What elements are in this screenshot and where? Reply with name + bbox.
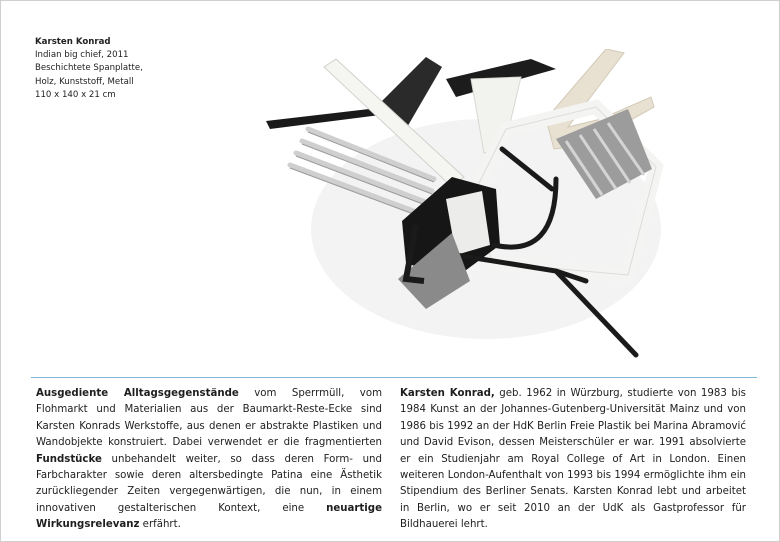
highlight-1: Ausgediente Alltagsgegenstände xyxy=(36,388,239,399)
intro-paragraph xyxy=(36,386,382,534)
highlight-3: neuartige Wirkungsrelevanz xyxy=(36,502,382,531)
sculpture-image xyxy=(256,49,676,367)
biography-paragraph xyxy=(400,386,746,534)
section-divider xyxy=(31,377,757,378)
intro-text-3: erfährt. xyxy=(139,519,181,531)
caption-title-year: Indian big chief, 2011 xyxy=(35,50,129,61)
intro-text-1: vom Sperrmüll, vom Flohmarkt und Materialien aus der Baumarkt-Reste-Ecke sind Karsten Konrads Werkstoffe, aus denen er abstrakte Plastiken und Wandobjekte konstruiert. Dabei verwendet er die fragmentierten xyxy=(36,388,382,449)
artwork-caption xyxy=(35,36,143,102)
caption-artist: Karsten Konrad xyxy=(35,37,111,47)
caption-material-2: Holz, Kunststoff, Metall xyxy=(35,76,134,87)
bio-text: geb. 1962 in Würzburg, studierte von 1983 bis 1984 Kunst an der Johannes-Gutenberg-Universität Mainz und von 1986 bis 1992 an der HdK Berlin Freie Plastik bei Marina Abramović und David Evison, dessen Meisterschüler er war. 1991 absolvierte er ein Studienjahr am Royal College of Art in London. Einen weiteren London-Aufenthalt von 1993 bis 1994 ermöglichte ihm ein Stipendium des Berliner Senats. Karsten Konrad lebt und arbeitet in Berlin, wo er seit 2010 an der UdK als Gastprofessor für Bildhauerei lehrt. xyxy=(400,388,746,531)
caption-material-1: Beschichtete Spanplatte, xyxy=(35,63,143,74)
intro-text-2: unbehandelt weiter, so dass deren Form- und Farbcharakter sowie deren altersbedingte Patina eine Ästhetik zurückliegender Zeiten vergegenwärtigen, die nun, in einem innovativen gestalterischen Kontext, eine xyxy=(36,453,382,514)
caption-dimensions: 110 x 140 x 21 cm xyxy=(35,89,116,100)
bio-name: Karsten Konrad, xyxy=(400,388,495,399)
highlight-2: Fundstücke xyxy=(36,453,102,465)
